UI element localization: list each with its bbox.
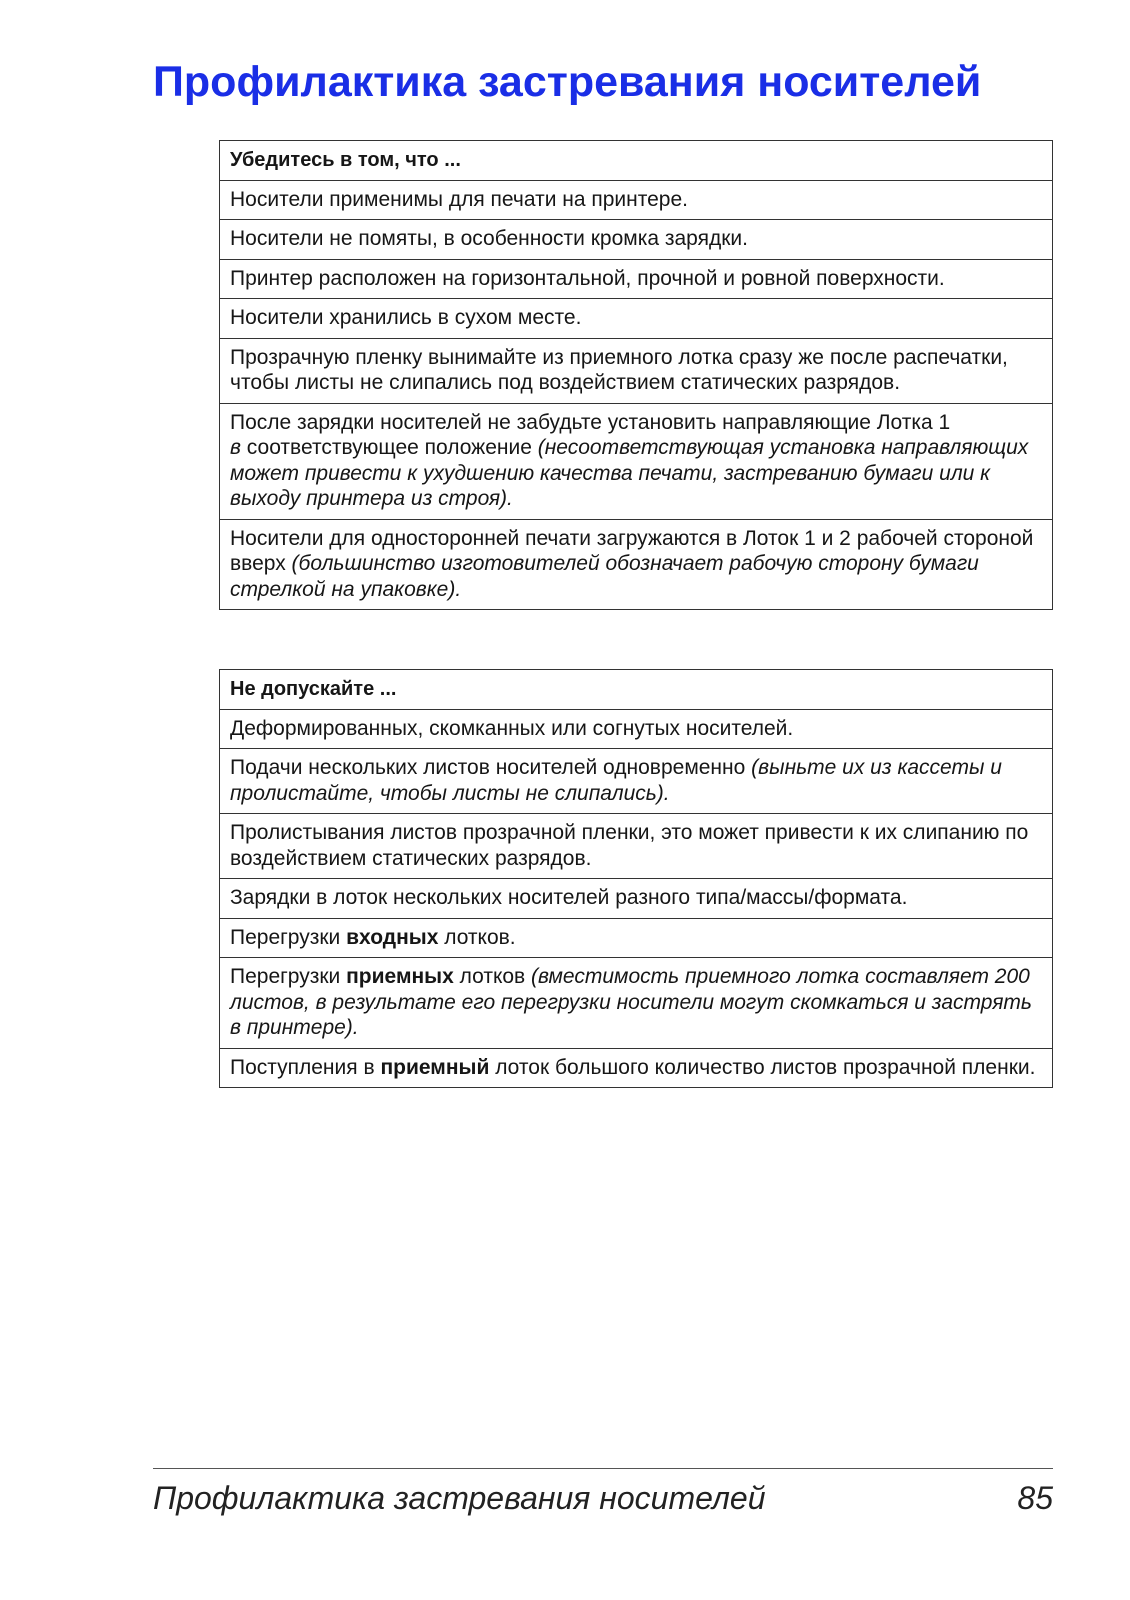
row-note: (большинство изготовителей обозначает рабочую сторону бумаги стрелкой на упаковке). (230, 552, 979, 601)
row-note: (вместимость приемного лотка составляет 200 листов, в результате его перегрузки носители могут скомкаться и застрять в принтере). (230, 965, 1032, 1039)
row-bold-word: приемных (346, 965, 454, 988)
table-row: Носители применимы для печати на принтере. (220, 180, 1053, 220)
row-note: (несоответствующая установка направляющих может привести к ухудшению качества печати, застреванию бумаги или к выходу принтера из строя). (230, 436, 1029, 510)
table-row: После зарядки носителей не забудьте установить направляющие Лотка 1 в соответствующее положение (несоответствующая установка направляющих может привести к ухудшению качества печати, застреванию бумаги или к выходу принтера из строя). (220, 403, 1053, 519)
row-bold-word: входных (346, 925, 439, 949)
table-row: Пролистывания листов прозрачной пленки, это может привести к их слипанию по воздействием статических разрядов. (220, 814, 1053, 879)
footer-title: Профилактика застревания носителей (153, 1480, 766, 1516)
row-note: (выньте их из кассеты и пролистайте, чтобы листы не слипались). (230, 756, 1002, 805)
table-row: Перегрузки приемных лотков (вместимость приемного лотка составляет 200 листов, в результате его перегрузки носители могут скомкаться и застрять в принтере). (220, 958, 1053, 1049)
page-number: 85 (1017, 1480, 1053, 1516)
avoid-list-header: Не допускайте ... (220, 670, 1053, 710)
table-row: Зарядки в лоток нескольких носителей разного типа/массы/формата. (220, 879, 1053, 919)
table-row: Носители не помяты, в особенности кромка зарядки. (220, 220, 1053, 260)
page-title: Профилактика застревания носителей (153, 58, 982, 106)
table-row: Принтер расположен на горизонтальной, прочной и ровной поверхности. (220, 259, 1053, 299)
check-list-table (219, 140, 1053, 610)
row-italic-word: в (230, 436, 241, 459)
footer-divider (153, 1468, 1053, 1469)
table-row: Перегрузки входных лотков. (220, 918, 1053, 958)
table-row: Поступления в приемный лоток большого количество листов прозрачной пленки. (220, 1048, 1053, 1088)
avoid-list-table (219, 669, 1053, 1088)
table-row: Носители для односторонней печати загружаются в Лоток 1 и 2 рабочей стороной вверх (большинство изготовителей обозначает рабочую сторону бумаги стрелкой на упаковке). (220, 519, 1053, 610)
table-row: Носители хранились в сухом месте. (220, 299, 1053, 339)
table-row: Подачи нескольких листов носителей одновременно (выньте их из кассеты и пролистайте, чтобы листы не слипались). (220, 749, 1053, 814)
table-row: Деформированных, скомканных или согнутых носителей. (220, 709, 1053, 749)
row-bold-word: приемный (380, 1055, 490, 1079)
check-list-header: Убедитесь в том, что ... (220, 141, 1053, 181)
table-row: Прозрачную пленку вынимайте из приемного лотка сразу же после распечатки, чтобы листы не слипались под воздействием статических разрядов. (220, 338, 1053, 403)
